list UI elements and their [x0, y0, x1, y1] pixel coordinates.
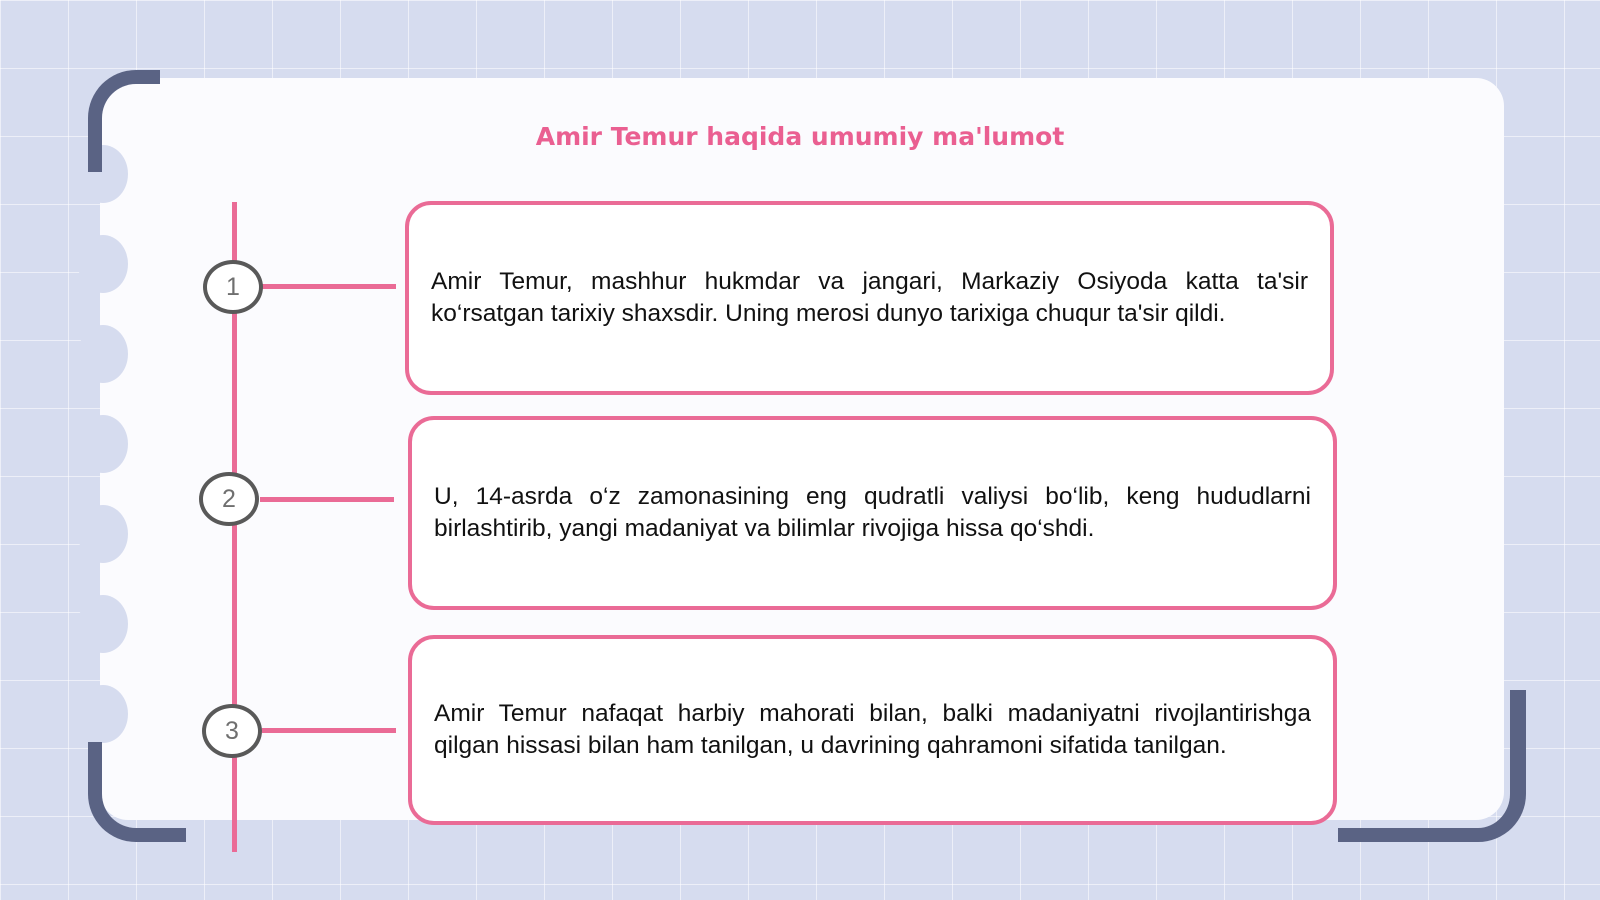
timeline-connector: [262, 728, 396, 733]
step-number-3: 3: [202, 704, 262, 758]
notebook-notch: [78, 325, 128, 383]
info-card-text: U, 14-asrda o‘z zamonasining eng qudratli valiysi bo‘lib, keng hududlarni birlashtirib, yangi madaniyat va bilimlar rivojiga hissa qo‘shdi.: [434, 483, 1311, 542]
info-card-2: [408, 416, 1337, 610]
notebook-notch: [78, 235, 128, 293]
step-number-2: 2: [199, 472, 259, 526]
info-card-text: Amir Temur nafaqat harbiy mahorati bilan, balki madaniyatni rivojlantirishga qilgan hissasi bilan ham tanilgan, u davrining qahramoni sifatida tanilgan.: [434, 700, 1311, 759]
notebook-notch: [78, 685, 128, 743]
info-card-1: [405, 201, 1334, 395]
frame-corner-bottom-right: [1338, 690, 1526, 842]
info-card-text: Amir Temur, mashhur hukmdar va jangari, Markaziy Osiyoda katta ta'sir ko‘rsatgan tarixiy shaxsdir. Uning merosi dunyo tarixiga chuqur ta'sir qildi.: [431, 268, 1308, 327]
step-number-1: 1: [203, 260, 263, 314]
notebook-notch: [78, 595, 128, 653]
page-title: Amir Temur haqida umumiy ma'lumot: [535, 122, 1065, 151]
notebook-notch: [78, 415, 128, 473]
info-card-3: [408, 635, 1337, 825]
notebook-notch: [78, 505, 128, 563]
frame-corner-bottom-left: [88, 742, 186, 842]
timeline-connector: [260, 497, 394, 502]
timeline-connector: [262, 284, 396, 289]
frame-corner-top-left: [88, 70, 160, 172]
